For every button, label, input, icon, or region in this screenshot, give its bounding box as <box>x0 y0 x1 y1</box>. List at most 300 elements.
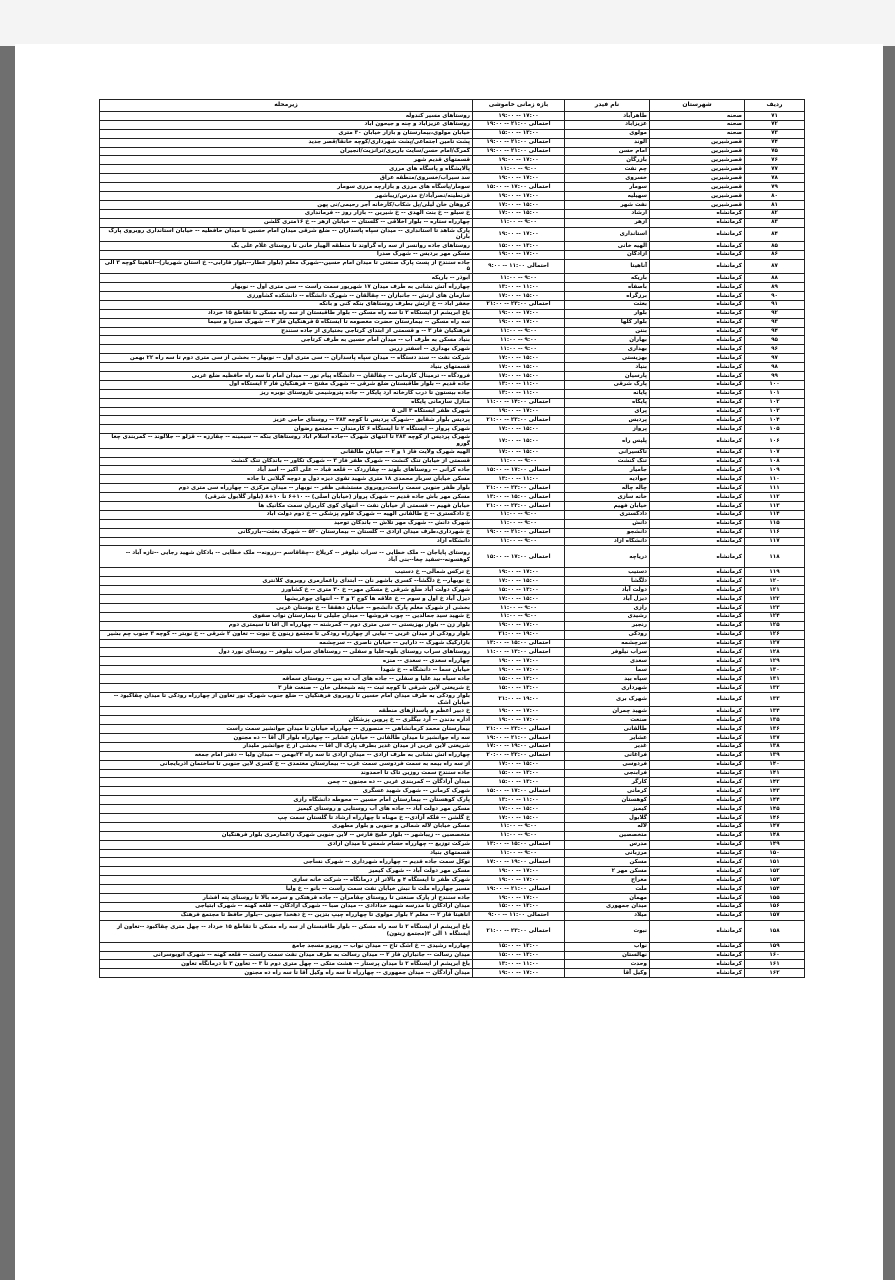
table-row <box>100 274 805 283</box>
row-number-cell: ۱۲۵ <box>745 621 805 630</box>
outage-time-cell: ۱۷:۰۰ -- ۱۵:۰۰ <box>473 434 565 448</box>
feeder-name-cell: پایگاه <box>565 398 650 407</box>
table-row <box>100 760 805 769</box>
county-cell: کرمانشاه <box>650 484 745 493</box>
county-cell: کرمانشاه <box>650 612 745 621</box>
top-margin-bar <box>0 0 895 46</box>
row-number-cell: ۱۰۸ <box>745 457 805 466</box>
outage-time-cell: ۱۹:۰۰ -- ۱۷:۰۰ <box>473 621 565 630</box>
row-number-cell: ۱۱۰ <box>745 475 805 484</box>
outage-time-cell: احتمالی ۱۷:۰۰ -- ۱۵:۰۰ <box>473 546 565 568</box>
area-cell: میدان آزادگان -- کمربندی غربی -- ده مجنون -- چمن <box>100 778 473 787</box>
feeder-name-cell: میدان جمهوری <box>565 902 650 911</box>
outage-time-cell: ۱۵:۰۰ -- ۱۳:۰۰ <box>473 675 565 684</box>
row-number-cell: ۹۵ <box>745 336 805 345</box>
outage-time-cell: ۱۵:۰۰ -- ۱۳:۰۰ <box>473 951 565 960</box>
table-row <box>100 466 805 475</box>
row-number-cell: ۱۳۲ <box>745 683 805 692</box>
table-row <box>100 960 805 969</box>
feeder-name-cell: فردوسی <box>565 760 650 769</box>
area-cell: شهرک بهداری -- اسفتر زرین <box>100 345 473 354</box>
feeder-name-cell: ازهر <box>565 218 650 227</box>
feeder-name-cell: وحدت <box>565 960 650 969</box>
outage-time-cell: ۱۱:۰۰ -- ۹:۰۰ <box>473 603 565 612</box>
feeder-name-cell: بهداری <box>565 345 650 354</box>
county-cell: قصرشیرین <box>650 156 745 165</box>
row-number-cell: ۱۵۱ <box>745 858 805 867</box>
area-cell: پردیس بلوار شقایق --شهرک پردیس تا کوچه ۲۸۳ -- روستای حاجی عزیز <box>100 416 473 425</box>
outage-time-cell: احتمالی ۲۱:۰۰ -- ۱۹:۰۰ <box>473 120 565 129</box>
feeder-name-cell: پایانه <box>565 389 650 398</box>
row-number-cell: ۱۳۵ <box>745 716 805 725</box>
feeder-name-cell: جامیار <box>565 466 650 475</box>
outage-time-cell: ۱۱:۰۰ -- ۹:۰۰ <box>473 519 565 528</box>
row-number-cell: ۷۴ <box>745 138 805 147</box>
feeder-name-cell: میلاد <box>565 911 650 920</box>
feeder-name-cell: دانش <box>565 519 650 528</box>
area-cell: قسمتهای قدیم شهر <box>100 156 473 165</box>
row-number-cell: ۱۰۴ <box>745 416 805 425</box>
outage-time-cell: احتمالی ۲۱:۰۰ -- ۱۹:۰۰ <box>473 733 565 742</box>
table-row <box>100 327 805 336</box>
row-number-cell: ۱۰۰ <box>745 380 805 389</box>
county-cell: کرمانشاه <box>650 858 745 867</box>
area-cell: جاده سنندج سمت روزین تاک تا احمدوند <box>100 769 473 778</box>
table-row <box>100 259 805 273</box>
area-cell: مسکن خیابان لاله شمالی و جنوبی و بلوار مطهری <box>100 822 473 831</box>
county-cell: کرمانشاه <box>650 831 745 840</box>
feeder-name-cell: کارگر <box>565 778 650 787</box>
area-cell: شهرک دولت آباد ضلع شرقی خ مسکن مهر-- خ ۳۰ متری -- خ کشاورز <box>100 586 473 595</box>
feeder-name-cell: استانداری <box>565 227 650 241</box>
table-row <box>100 920 805 942</box>
county-cell: کرمانشاه <box>650 300 745 309</box>
feeder-name-cell: سعدی <box>565 657 650 666</box>
county-cell: کرمانشاه <box>650 778 745 787</box>
area-cell: چهارراه ستاره -- بلوار اخلاقی -- گلستان -- خیابان ازهر -- خ ۱۶متری گلشن <box>100 218 473 227</box>
table-row <box>100 778 805 787</box>
feeder-name-cell: نهالستان <box>565 951 650 960</box>
outage-time-cell: ۱۱:۰۰ -- ۹:۰۰ <box>473 165 565 174</box>
table-row <box>100 416 805 425</box>
feeder-name-cell: سهیلیه <box>565 192 650 201</box>
outage-time-cell: ۲۱:۰۰ -- ۱۹:۰۰ <box>473 630 565 639</box>
feeder-name-cell: نبوت <box>565 920 650 942</box>
county-cell: کرمانشاه <box>650 586 745 595</box>
outage-time-cell: ۱۹:۰۰ -- ۱۷:۰۰ <box>473 192 565 201</box>
outage-time-cell: ۱۳:۰۰ -- ۱۱:۰۰ <box>473 389 565 398</box>
county-cell: صحنه <box>650 120 745 129</box>
area-cell: شهرک پردیس از کوچه ۲۸۳ تا انتهای شهرک --جاده اسلام آباد روستاهای بنگه -- سیمینه -- چقارزه -- قزلو -- جلالوند -- کمربندی چغا گورو <box>100 434 473 448</box>
row-number-cell: ۱۵۷ <box>745 911 805 920</box>
county-cell: قصرشیرین <box>650 183 745 192</box>
area-cell: جاده قدیم -- بلوار طاقبستان ضلع شرقی -- شهرک مفتح -- فرهنگیان فاز ۲ ایستگاه اول <box>100 380 473 389</box>
outage-time-cell: احتمالی ۱۷:۰۰ -- ۱۵:۰۰ <box>473 466 565 475</box>
feeder-name-cell: شهرداری <box>565 683 650 692</box>
table-row <box>100 309 805 318</box>
row-number-cell: ۷۶ <box>745 156 805 165</box>
table-row <box>100 371 805 380</box>
feeder-name-cell: پردیس <box>565 416 650 425</box>
row-number-cell: ۱۲۱ <box>745 586 805 595</box>
county-cell: قصرشیرین <box>650 147 745 156</box>
table-row <box>100 218 805 227</box>
county-cell: کرمانشاه <box>650 675 745 684</box>
area-cell: دیزل آباد خ اول و سوم -- خ علاقه ها کوچ ۲ و ۳ -- انتهای چوغریشها <box>100 595 473 604</box>
row-number-cell: ۷۸ <box>745 174 805 183</box>
outage-time-cell: احتمالی ۱۷:۰۰ -- ۱۵:۰۰ <box>473 183 565 192</box>
outage-time-cell: ۱۹:۰۰ -- ۱۷:۰۰ <box>473 156 565 165</box>
table-row <box>100 407 805 416</box>
area-cell: قرنطینه/نصرآباد/خ مدرس/زیباشهر <box>100 192 473 201</box>
area-cell: متخصصین -- زیباشهر -- بلوار خلیج فارس -- لاین جنوبی شهرک زاغمارمری بلوار فرهنگیان <box>100 831 473 840</box>
header-outage-time: بازه زمانی خاموشی <box>473 100 565 112</box>
feeder-name-cell: خانه سازی <box>565 493 650 502</box>
row-number-cell: ۱۱۲ <box>745 493 805 502</box>
area-cell: سومار/پاسگاه های مرزی و بازارچه مرزی سومار <box>100 183 473 192</box>
county-cell: کرمانشاه <box>650 951 745 960</box>
county-cell: کرمانشاه <box>650 796 745 805</box>
area-cell: پارک کوهستان -- بیمارستان امام حسین -- محوطه دانشگاه رازی <box>100 796 473 805</box>
area-cell: سه راه جوانشیر تا میدان طالقانی -- خیابان عشایر -- چهارراه بلوار آل آقا -- ده مجنون <box>100 733 473 742</box>
table-row <box>100 457 805 466</box>
feeder-name-cell: دیزل آباد <box>565 595 650 604</box>
county-cell: کرمانشاه <box>650 960 745 969</box>
county-cell: کرمانشاه <box>650 911 745 920</box>
county-cell: کرمانشاه <box>650 259 745 273</box>
table-row <box>100 425 805 434</box>
feeder-name-cell: متخصصین <box>565 831 650 840</box>
area-cell: روستاهای سراب روستای بلوه-علیا و سفلی -- روستاهای سراب نیلوفر -- روستای نورد دول <box>100 648 473 657</box>
row-number-cell: ۸۰ <box>745 192 805 201</box>
county-cell: کرمانشاه <box>650 666 745 675</box>
row-number-cell: ۱۲۰ <box>745 577 805 586</box>
table-row <box>100 692 805 706</box>
feeder-name-cell: کوهستان <box>565 796 650 805</box>
row-number-cell: ۷۷ <box>745 165 805 174</box>
feeder-name-cell: سومار <box>565 183 650 192</box>
county-cell: کرمانشاه <box>650 893 745 902</box>
feeder-name-cell: دریاچه <box>565 546 650 568</box>
area-cell: جاده سنندج از پارک صنعتی تا روستای چقامران -- جاده قرهتکی و سرخه بالا تا روستای پته افشار <box>100 893 473 902</box>
outage-time-cell: احتمالی ۱۹:۰۰ -- ۱۷:۰۰ <box>473 742 565 751</box>
county-cell: کرمانشاه <box>650 885 745 894</box>
county-cell: کرمانشاه <box>650 822 745 831</box>
feeder-name-cell: دولت آباد <box>565 586 650 595</box>
table-row <box>100 519 805 528</box>
feeder-name-cell: گلابول <box>565 813 650 822</box>
table-row <box>100 849 805 858</box>
area-cell: مسکن مهر بردیس -- شهرک صدرا <box>100 250 473 259</box>
feeder-name-cell: بهاران <box>565 336 650 345</box>
row-number-cell: ۱۳۷ <box>745 733 805 742</box>
area-cell: بنیاد مسکن به طرف آب -- میدان امام حسین به طرف کرتاجی <box>100 336 473 345</box>
area-cell: چهارراه رشیدی -- خ اشک تاج -- میدان نواب -- روبرو مسجد جامع <box>100 942 473 951</box>
area-cell: چهارراه آتش نشانی به طرف میدان ۱۷ شهریور سمت راست -- سی متری اول -- نوبهار <box>100 283 473 292</box>
feeder-name-cell: مولوی <box>565 129 650 138</box>
table-row <box>100 796 805 805</box>
feeder-name-cell: الوند <box>565 138 650 147</box>
area-cell: آناهیتا فاز ۲ -- معلم ۲ بلوار مولوی تا چهارراه چیپ بتزین -- خ دهخدا جنوبی --بلوار حافظ تا مجتمع فرهنگ <box>100 911 473 920</box>
area-cell: مسکن مهر باش جاده قدیم -- شهرک پرواز (خیابان اصلی) -- ۱۰+۶ تا ۱۰+۸ (بلوار گلابول شرقی) <box>100 493 473 502</box>
table-row <box>100 577 805 586</box>
feeder-name-cell: دانشجو <box>565 528 650 537</box>
county-cell: کرمانشاه <box>650 209 745 218</box>
table-row <box>100 951 805 960</box>
row-number-cell: ۹۴ <box>745 327 805 336</box>
area-cell: سه راه مسکن -- بیمارستان حضرت معصومه تا ایستگاه ۵ فرهنگیان فاز ۲ -- شهرک صدرا و سیما <box>100 318 473 327</box>
county-cell: کرمانشاه <box>650 407 745 416</box>
outage-time-cell: ۱۱:۰۰ -- ۹:۰۰ <box>473 831 565 840</box>
feeder-name-cell: پارک شرقی <box>565 380 650 389</box>
table-row <box>100 336 805 345</box>
feeder-name-cell: باصفاه <box>565 283 650 292</box>
outage-time-cell: ۱۹:۰۰ -- ۱۷:۰۰ <box>473 568 565 577</box>
county-cell: کرمانشاه <box>650 876 745 885</box>
row-number-cell: ۱۱۴ <box>745 510 805 519</box>
row-number-cell: ۱۲۳ <box>745 603 805 612</box>
area-cell: خ دادگستری -- خ طالقانی الهیه -- شهرک علوم پزشکی -- خ دوم دولت آباد <box>100 510 473 519</box>
outage-time-cell: احتمالی ۲۱:۰۰ -- ۱۹:۰۰ <box>473 885 565 894</box>
row-number-cell: ۱۱۱ <box>745 484 805 493</box>
area-cell: الهیه شهرک ولایت فاز ۱ و ۲ -- خیابان طالقانی <box>100 448 473 457</box>
outage-time-cell: ۱۱:۰۰ -- ۹:۰۰ <box>473 849 565 858</box>
table-row <box>100 969 805 978</box>
county-cell: صحنه <box>650 112 745 121</box>
outage-time-cell: ۱۵:۰۰ -- ۱۳:۰۰ <box>473 241 565 250</box>
outage-time-cell: ۱۹:۰۰ -- ۱۷:۰۰ <box>473 657 565 666</box>
row-number-cell: ۹۱ <box>745 300 805 309</box>
county-cell: کرمانشاه <box>650 218 745 227</box>
row-number-cell: ۱۲۶ <box>745 630 805 639</box>
table-row <box>100 475 805 484</box>
table-row <box>100 537 805 546</box>
county-cell: کرمانشاه <box>650 568 745 577</box>
table-row <box>100 147 805 156</box>
area-cell: چهارراه آتش نشانی به طرف آزادی -- میدان آزادی تا سه راه ۲۲بهمن -- میدان ولیا -- دفتر امام جمعه <box>100 751 473 760</box>
county-cell: قصرشیرین <box>650 165 745 174</box>
table-row <box>100 241 805 250</box>
row-number-cell: ۹۸ <box>745 363 805 372</box>
outage-time-cell: ۱۹:۰۰ -- ۱۷:۰۰ <box>473 876 565 885</box>
county-cell: کرمانشاه <box>650 630 745 639</box>
feeder-name-cell: نواب <box>565 942 650 951</box>
county-cell: کرمانشاه <box>650 510 745 519</box>
row-number-cell: ۱۶۰ <box>745 951 805 960</box>
feeder-name-cell: عشایر <box>565 733 650 742</box>
area-cell: شریعتی لاین غربی از میدان غدیر بطرف پارک آل آقا -- بخشی از خ جوانشیر ملیدار <box>100 742 473 751</box>
row-number-cell: ۱۵۸ <box>745 920 805 942</box>
row-number-cell: ۱۰۳ <box>745 407 805 416</box>
row-number-cell: ۱۶۲ <box>745 969 805 978</box>
outage-time-cell: احتمالی ۲۲:۰۰ -- ۲۰:۰۰ <box>473 751 565 760</box>
table-row <box>100 389 805 398</box>
area-cell: پالایشگاه و پاسگاه های مرزی <box>100 165 473 174</box>
area-cell: شرکت نفت -- سند دستگاه -- میدان سپاه پاسداران -- سی متری اول -- نوبهار -- بخشی از سی متری دوم تا سه راه ۲۲ بهمن <box>100 354 473 363</box>
row-number-cell: ۱۶۱ <box>745 960 805 969</box>
row-number-cell: ۱۵۹ <box>745 942 805 951</box>
feeder-name-cell: بهزیستی <box>565 354 650 363</box>
feeder-name-cell: دستیب <box>565 568 650 577</box>
table-row <box>100 751 805 760</box>
table-row <box>100 546 805 568</box>
county-cell: کرمانشاه <box>650 920 745 942</box>
area-cell: فرهنگیان فاز ۳ -- و قسمتی از ابتدای کرتاجی بختیاری از جاده سنندج <box>100 327 473 336</box>
table-row <box>100 493 805 502</box>
row-number-cell: ۱۰۶ <box>745 434 805 448</box>
county-cell: کرمانشاه <box>650 648 745 657</box>
header-feeder-name: نام فیدر <box>565 100 650 112</box>
table-row <box>100 657 805 666</box>
table-row <box>100 942 805 951</box>
row-number-cell: ۱۱۹ <box>745 568 805 577</box>
table-row <box>100 200 805 209</box>
row-number-cell: ۱۵۵ <box>745 893 805 902</box>
feeder-name-cell: تنگ کنشت <box>565 457 650 466</box>
row-number-cell: ۹۳ <box>745 318 805 327</box>
outage-time-cell: احتمالی ۱۹:۰۰ -- ۱۷:۰۰ <box>473 858 565 867</box>
row-number-cell: ۱۴۵ <box>745 805 805 814</box>
row-number-cell: ۱۳۴ <box>745 707 805 716</box>
row-number-cell: ۱۱۸ <box>745 546 805 568</box>
area-cell: خیابان فهیم -- قسمتی از خیابان نفت -- انتهای کوی کاربران سمت مکانیک ها <box>100 501 473 510</box>
feeder-name-cell: لاله <box>565 822 650 831</box>
table-row <box>100 183 805 192</box>
outage-time-cell: ۱۹:۰۰ -- ۱۷:۰۰ <box>473 250 565 259</box>
county-cell: کرمانشاه <box>650 501 745 510</box>
outage-time-cell: احتمالی ۲۱:۰۰ -- ۱۹:۰۰ <box>473 147 565 156</box>
table-row <box>100 318 805 327</box>
feeder-name-cell: دانشگاه آزاد <box>565 537 650 546</box>
row-number-cell: ۱۵۲ <box>745 867 805 876</box>
table-row <box>100 209 805 218</box>
table-row <box>100 858 805 867</box>
row-number-cell: ۱۳۶ <box>745 725 805 734</box>
table-row <box>100 291 805 300</box>
county-cell: کرمانشاه <box>650 969 745 978</box>
county-cell: کرمانشاه <box>650 528 745 537</box>
county-cell: کرمانشاه <box>650 519 745 528</box>
row-number-cell: ۱۴۶ <box>745 813 805 822</box>
row-number-cell: ۱۴۸ <box>745 831 805 840</box>
feeder-name-cell: سراب نیلوفر <box>565 648 650 657</box>
area-cell: سازمان های ارتش -- جانبازان -- چقالقان -- شهرک دانشگاه -- دانشکده کشاورزی <box>100 291 473 300</box>
county-cell: کرمانشاه <box>650 291 745 300</box>
table-row <box>100 893 805 902</box>
area-cell: میدان آزادگان تا مدرسه شهید خدادادی -- میدان صبا -- شهرک آزادگان -- قلعه کهنه -- شهرک ابتیاجی <box>100 902 473 911</box>
row-number-cell: ۱۴۱ <box>745 769 805 778</box>
row-number-cell: ۱۳۱ <box>745 675 805 684</box>
outage-time-cell: ۱۱:۰۰ -- ۹:۰۰ <box>473 822 565 831</box>
table-row <box>100 742 805 751</box>
feeder-name-cell: پارسیان <box>565 371 650 380</box>
table-row <box>100 666 805 675</box>
outage-time-cell: احتمالی ۱۱:۰۰ -- ۹:۰۰ <box>473 911 565 920</box>
county-cell: کرمانشاه <box>650 787 745 796</box>
row-number-cell: ۱۴۲ <box>745 778 805 787</box>
row-number-cell: ۱۰۱ <box>745 389 805 398</box>
feeder-name-cell: دلگشا <box>565 577 650 586</box>
area-cell: بخشی از شهرک معلم پارک دانشجو -- خیابان دهقفا -- خ بوستان غربی <box>100 603 473 612</box>
area-cell: خ شهید سید جمالدین -- چوب فروشها -- میدان جلیلی تا بیمارستان نواب صفوی <box>100 612 473 621</box>
area-cell: بلوار رودکی از میدان غربی -- نیایی از چهارراه رودکی تا مجتمع زینون خ نیوت -- تعاون ۲ شرقی -- خ نوبتر -- کوچه ۳ جنوب چم بشیر <box>100 630 473 639</box>
table-row <box>100 138 805 147</box>
outage-time-cell: احتمالی ۱۵:۰۰ -- ۱۳:۰۰ <box>473 840 565 849</box>
outage-time-cell: ۱۹:۰۰ -- ۱۷:۰۰ <box>473 227 565 241</box>
county-cell: کرمانشاه <box>650 621 745 630</box>
feeder-name-cell: بنیاد <box>565 363 650 372</box>
area-cell: بلوار زن -- بلوار بهزیستی -- سی متری دوم -- کمرشته -- چهارراه آل آقا تا سیمتری دوم <box>100 621 473 630</box>
row-number-cell: ۱۵۶ <box>745 902 805 911</box>
county-cell: کرمانشاه <box>650 466 745 475</box>
feeder-name-cell: رازی <box>565 603 650 612</box>
area-cell: بلوار ظفر جنوبی سمت راست،روبروی مستشفی ظفر -- نوبهار -- میدان مرکزی -- چهارراه سی متری دوم <box>100 484 473 493</box>
area-cell: مسکن مهر دولت آباد -- جاده های آب روستایی و روستای کیمیز <box>100 805 473 814</box>
table-row <box>100 725 805 734</box>
table-row <box>100 707 805 716</box>
county-cell: کرمانشاه <box>650 283 745 292</box>
table-row <box>100 300 805 309</box>
feeder-name-cell: بنتن <box>565 327 650 336</box>
outage-time-cell: ۱۹:۰۰ -- ۱۷:۰۰ <box>473 112 565 121</box>
feeder-name-cell: مدرس <box>565 840 650 849</box>
table-row <box>100 831 805 840</box>
table-row <box>100 174 805 183</box>
area-cell: خ نوبهار-- خ دلگشا-- کسری باشهر نان -- ابتدای زاغمارمری روبروی کلانتری <box>100 577 473 586</box>
row-number-cell: ۸۴ <box>745 227 805 241</box>
outage-time-cell: ۱۵:۰۰ -- ۱۳:۰۰ <box>473 902 565 911</box>
row-number-cell: ۱۲۲ <box>745 595 805 604</box>
outage-time-cell: ۱۱:۰۰ -- ۹:۰۰ <box>473 274 565 283</box>
county-cell: کرمانشاه <box>650 371 745 380</box>
county-cell: کرمانشاه <box>650 760 745 769</box>
row-number-cell: ۱۲۷ <box>745 639 805 648</box>
row-number-cell: ۹۲ <box>745 309 805 318</box>
county-cell: قصرشیرین <box>650 174 745 183</box>
county-cell: کرمانشاه <box>650 457 745 466</box>
table-row <box>100 156 805 165</box>
outage-time-cell: ۱۷:۰۰ -- ۱۵:۰۰ <box>473 371 565 380</box>
outage-time-cell: احتمالی ۲۳:۰۰ -- ۲۱:۰۰ <box>473 920 565 942</box>
feeder-name-cell: بلوار <box>565 309 650 318</box>
outage-time-cell: ۱۳:۰۰ -- ۱۱:۰۰ <box>473 283 565 292</box>
county-cell: کرمانشاه <box>650 227 745 241</box>
row-number-cell: ۱۱۳ <box>745 501 805 510</box>
area-cell: خ شهرداری،طرف میدان آزادی -- گلستان -- بیمارستان ۵۲۰ -- شهرک بعثت--بازرگانی <box>100 528 473 537</box>
county-cell: کرمانشاه <box>650 537 745 546</box>
county-cell: قصرشیرین <box>650 138 745 147</box>
feeder-name-cell: مرزبانی <box>565 849 650 858</box>
row-number-cell: ۹۷ <box>745 354 805 363</box>
area-cell: کروهان خان لیلی/پل شکاب/کارخانه آجر رحیمی/نی پهن <box>100 200 473 209</box>
feeder-name-cell: رنجبر <box>565 621 650 630</box>
county-cell: کرمانشاه <box>650 849 745 858</box>
county-cell: کرمانشاه <box>650 805 745 814</box>
outage-time-cell: ۱۱:۰۰ -- ۹:۰۰ <box>473 510 565 519</box>
outage-time-cell: ۱۷:۰۰ -- ۱۵:۰۰ <box>473 595 565 604</box>
feeder-name-cell: چم نفت <box>565 165 650 174</box>
outage-time-cell: احتمالی ۲۳:۰۰ -- ۲۱:۰۰ <box>473 501 565 510</box>
header-row <box>100 100 805 112</box>
county-cell: قصرشیرین <box>650 200 745 209</box>
outage-time-cell: ۱۱:۰۰ -- ۹:۰۰ <box>473 345 565 354</box>
area-cell: مسکن خیابان سرباز محمدی ۱۸ متری شهید تقوی دیزه دول و دوچه گیلانی تا جاده <box>100 475 473 484</box>
county-cell: کرمانشاه <box>650 707 745 716</box>
row-number-cell: ۷۱ <box>745 112 805 121</box>
county-cell: کرمانشاه <box>650 733 745 742</box>
area-cell: بازارکیک شهرک -- دارایی -- خیابان ناصری -- سرچشمه <box>100 639 473 648</box>
outage-time-cell: احتمالی ۱۵:۰۰ -- ۱۳:۰۰ <box>473 493 565 502</box>
